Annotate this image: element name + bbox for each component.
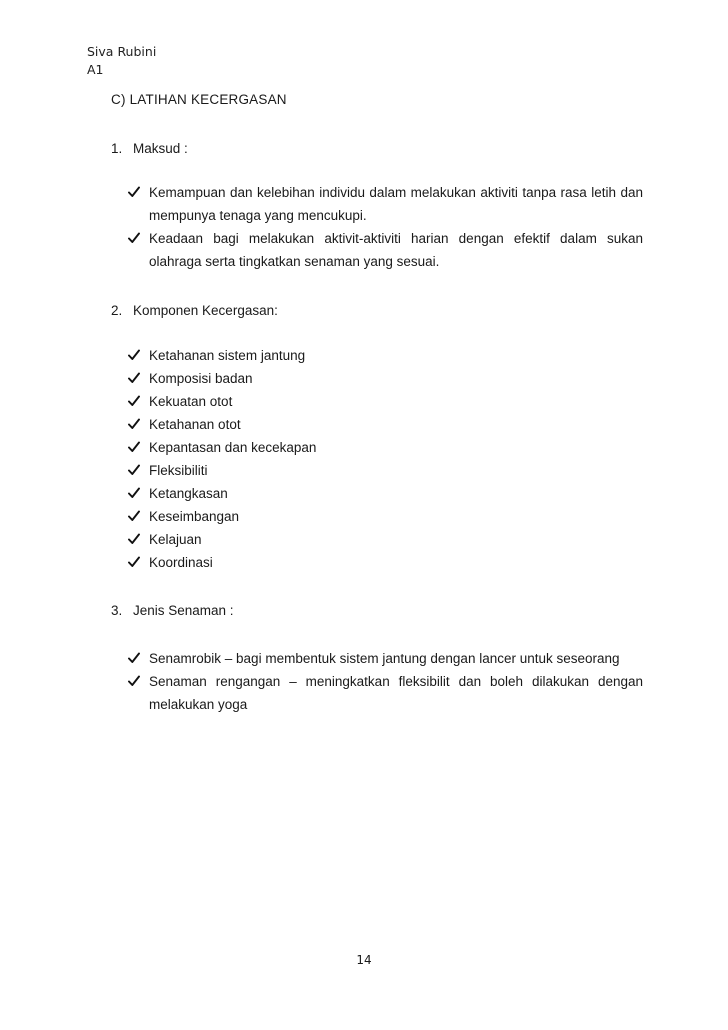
checkmark-icon <box>128 675 140 687</box>
list-item-text: Koordinasi <box>149 555 213 570</box>
section-title: C) LATIHAN KECERGASAN <box>111 92 287 107</box>
heading-title: Komponen Kecergasan: <box>133 303 278 318</box>
list-item <box>128 670 643 716</box>
heading-number: 1. <box>111 141 123 156</box>
list-item-text: Ketangkasan <box>149 486 228 501</box>
list-item-text: Senamrobik – bagi membentuk sistem jantung dengan lancer untuk seseorang <box>149 651 620 666</box>
list-item <box>128 344 643 367</box>
checkmark-icon <box>128 349 140 361</box>
list-item-text: Keadaan bagi melakukan aktivit-aktiviti harian dengan efektif dalam sukan olahraga serta tingkatkan senaman yang sesuai. <box>149 231 643 269</box>
komponen-list <box>128 344 643 574</box>
heading-komponen <box>111 303 278 318</box>
list-item-text: Kepantasan dan kecekapan <box>149 440 317 455</box>
checkmark-icon <box>128 441 140 453</box>
checkmark-icon <box>128 372 140 384</box>
list-item <box>128 436 643 459</box>
list-item <box>128 227 643 273</box>
checkmark-icon <box>128 533 140 545</box>
checkmark-icon <box>128 186 140 198</box>
heading-maksud <box>111 141 188 156</box>
page-header <box>87 43 156 79</box>
heading-title: Maksud : <box>133 141 188 156</box>
list-item-text: Komposisi badan <box>149 371 253 386</box>
page-number: 14 <box>356 953 372 967</box>
list-item-text: Kelajuan <box>149 532 202 547</box>
list-item <box>128 181 643 227</box>
list-item-text: Senaman rengangan – meningkatkan fleksibilit dan boleh dilakukan dengan melakukan yoga <box>149 674 643 712</box>
heading-number: 2. <box>111 303 123 318</box>
list-item-text: Ketahanan sistem jantung <box>149 348 306 363</box>
heading-jenis-senaman <box>111 603 234 618</box>
list-item <box>128 367 643 390</box>
checkmark-icon <box>128 510 140 522</box>
heading-number: 3. <box>111 603 123 618</box>
heading-title: Jenis Senaman : <box>133 603 234 618</box>
list-item <box>128 390 643 413</box>
checkmark-icon <box>128 418 140 430</box>
list-item-text: Keseimbangan <box>149 509 240 524</box>
list-item <box>128 505 643 528</box>
list-item <box>128 459 643 482</box>
list-item-text: Fleksibiliti <box>149 463 208 478</box>
list-item-text: Kekuatan otot <box>149 394 233 409</box>
list-item-text: Kemampuan dan kelebihan individu dalam melakukan aktiviti tanpa rasa letih dan mempunya tenaga yang mencukupi. <box>149 185 643 223</box>
checkmark-icon <box>128 395 140 407</box>
list-item <box>128 647 643 670</box>
list-item <box>128 528 643 551</box>
maksud-list <box>128 181 643 273</box>
checkmark-icon <box>128 652 140 664</box>
senaman-list <box>128 647 643 716</box>
checkmark-icon <box>128 556 140 568</box>
list-item <box>128 413 643 436</box>
list-item <box>128 482 643 505</box>
checkmark-icon <box>128 232 140 244</box>
list-item-text: Ketahanan otot <box>149 417 241 432</box>
list-item <box>128 551 643 574</box>
author-name: Siva Rubini <box>87 44 157 59</box>
checkmark-icon <box>128 464 140 476</box>
checkmark-icon <box>128 487 140 499</box>
class-label: A1 <box>87 62 104 77</box>
